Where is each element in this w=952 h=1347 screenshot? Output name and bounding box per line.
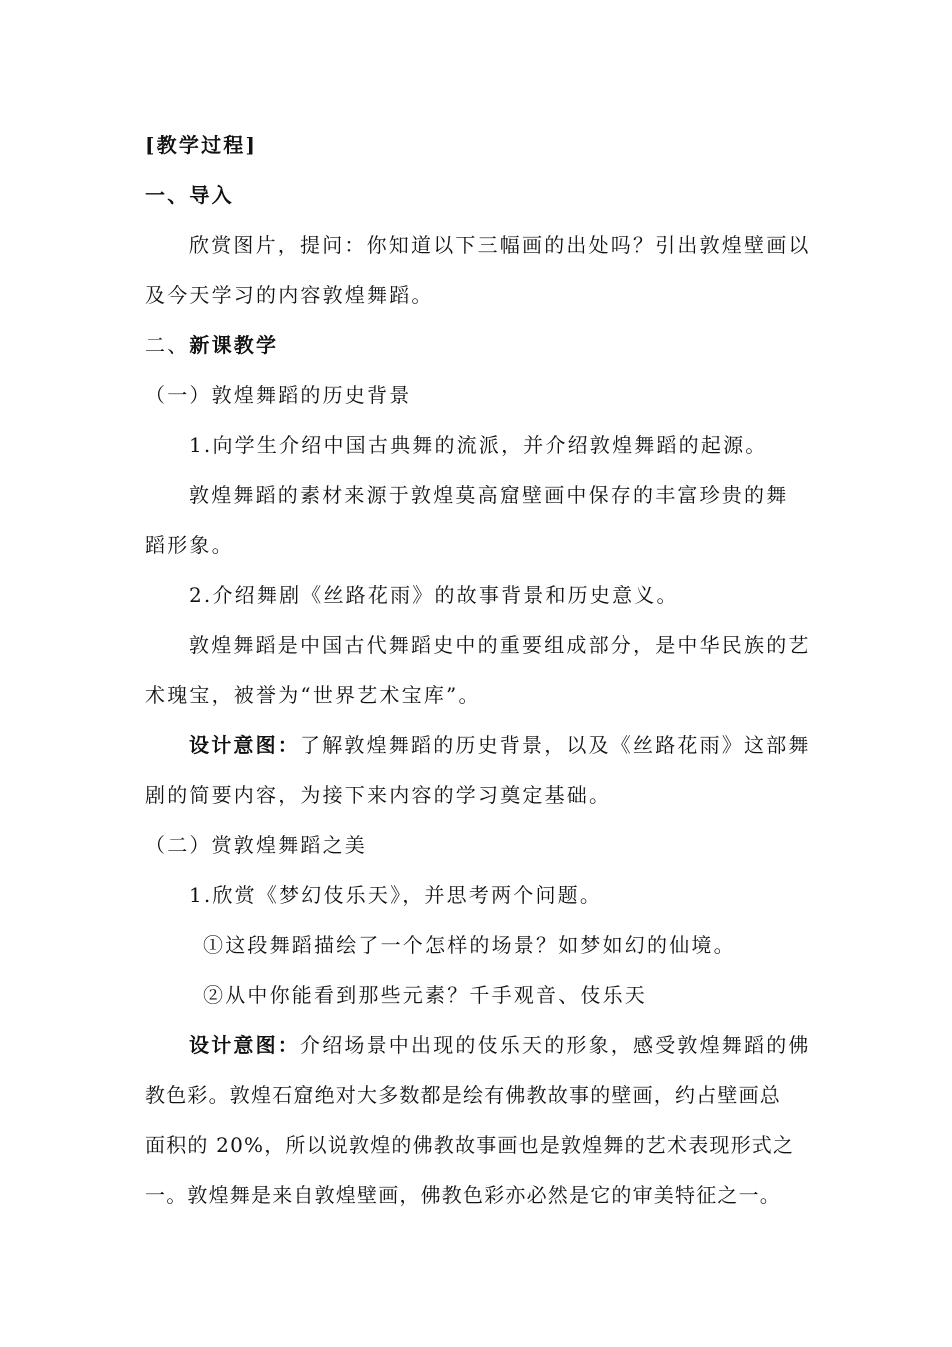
paragraph-importance-line-2: 术瑰宝，被誉为“世界艺术宝库”。 <box>145 683 481 707</box>
design-intent-label: 设计意图： <box>189 733 300 757</box>
question-1: ①这段舞蹈描绘了一个怎样的场景？如梦如幻的仙境。 <box>203 933 736 957</box>
list-item-1: 1.向学生介绍中国古典舞的流派，并介绍敦煌舞蹈的起源。 <box>189 433 768 457</box>
design-intent-1-line-2: 剧的简要内容，为接下来内容的学习奠定基础。 <box>145 783 612 807</box>
design-intent-label: 设计意图： <box>189 1033 300 1057</box>
design-intent-2-line-1 <box>145 1020 810 1070</box>
subsection-title-history: （一）敦煌舞蹈的历史背景 <box>145 383 412 407</box>
design-intent-text: 介绍场景中出现的伎乐天的形象，感受敦煌舞蹈的佛 <box>300 1033 811 1057</box>
list-item-2: 2.介绍舞剧《丝路花雨》的故事背景和历史意义。 <box>189 583 679 607</box>
section-number: 二、 <box>145 333 190 357</box>
subsection-title-beauty: （二）赏敦煌舞蹈之美 <box>145 833 367 857</box>
section-title-intro: 一、导入 <box>145 183 234 207</box>
section-title-text: 新课教学 <box>189 333 279 357</box>
design-intent-text: 了解敦煌舞蹈的历史背景，以及《丝路花雨》这部舞 <box>300 733 811 757</box>
page-heading: [教学过程] <box>145 133 258 157</box>
design-intent-2-line-3: 面积的 20%，所以说敦煌的佛教故事画也是敦煌舞的艺术表现形式之 <box>145 1133 795 1157</box>
design-intent-1-line-1 <box>145 720 810 770</box>
document-body <box>145 120 810 1220</box>
intro-paragraph-line-2: 及今天学习的内容敦煌舞蹈。 <box>145 283 434 307</box>
design-intent-2-line-2: 教色彩。敦煌石窟绝对大多数都是绘有佛教故事的壁画，约占壁画总 <box>145 1083 781 1107</box>
paragraph-importance-line-1: 敦煌舞蹈是中国古代舞蹈史中的重要组成部分，是中华民族的艺 <box>189 633 811 657</box>
question-2: ②从中你能看到那些元素？千手观音、伎乐天 <box>203 983 647 1007</box>
section-title-new-lesson <box>145 320 810 370</box>
list-item-3: 1.欣赏《梦幻伎乐天》，并思考两个问题。 <box>189 883 603 907</box>
design-intent-2-line-4: 一。敦煌舞是来自敦煌壁画，佛教色彩亦必然是它的审美特征之一。 <box>145 1183 781 1207</box>
paragraph-material-line-2: 蹈形象。 <box>145 533 234 557</box>
intro-paragraph-line-1: 欣赏图片，提问：你知道以下三幅画的出处吗？引出敦煌壁画以 <box>189 233 811 257</box>
paragraph-material-line-1: 敦煌舞蹈的素材来源于敦煌莫高窟壁画中保存的丰富珍贵的舞 <box>189 483 789 507</box>
